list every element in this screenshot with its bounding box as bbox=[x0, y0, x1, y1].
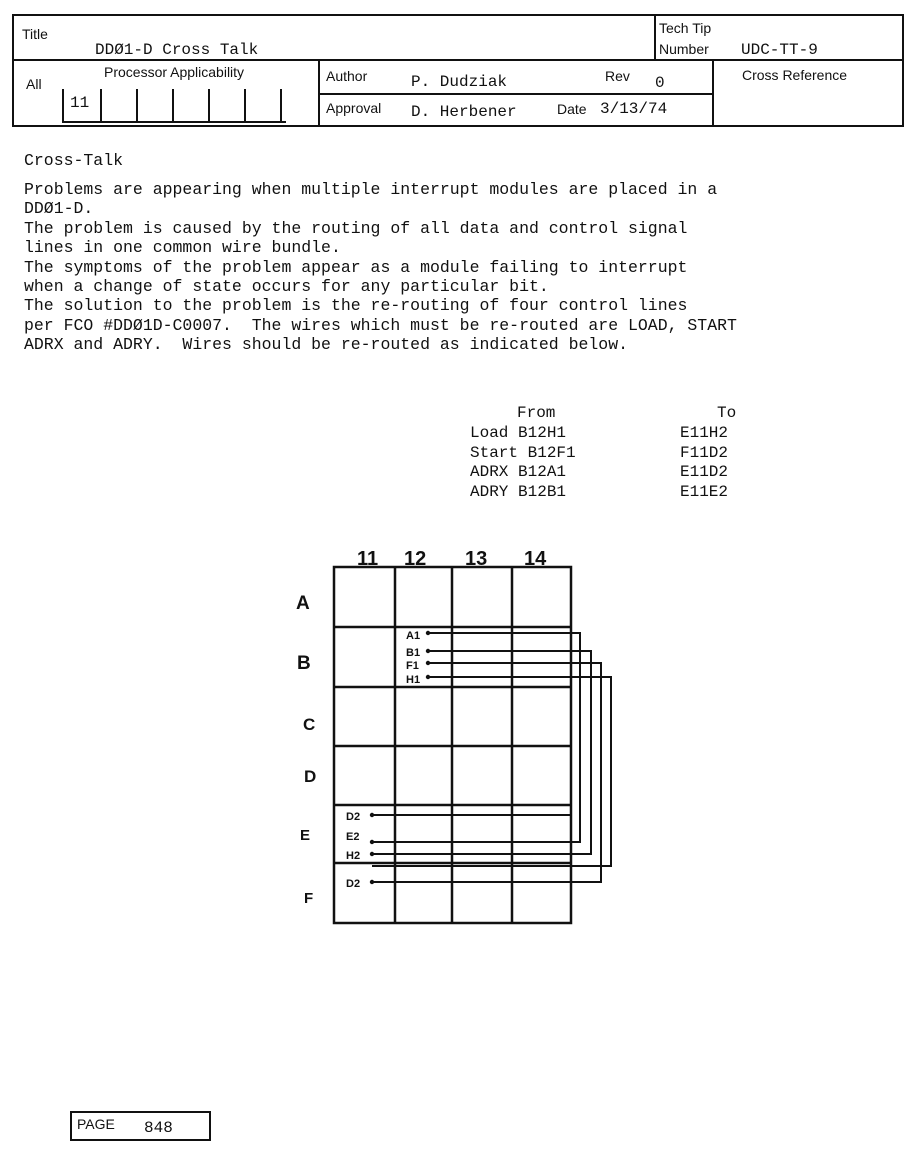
row-label: B bbox=[297, 653, 311, 674]
wire-from: Start B12F1 bbox=[470, 444, 576, 462]
wire-from: Load B12H1 bbox=[470, 424, 567, 442]
wire-from: ADRY B12B1 bbox=[470, 483, 567, 501]
wire-to: E11E2 bbox=[680, 483, 729, 501]
pin-label: F1 bbox=[406, 660, 419, 672]
approval-value: D. Herbener bbox=[411, 103, 517, 121]
wire-endpoint-dot bbox=[370, 880, 374, 884]
wire-adry bbox=[372, 651, 591, 854]
column-label: 12 bbox=[404, 548, 427, 570]
row-label: C bbox=[303, 715, 316, 734]
wire-adrx bbox=[372, 633, 580, 842]
wire-to: F11D2 bbox=[680, 444, 729, 462]
wire-endpoint-dot bbox=[370, 840, 374, 844]
pin-label: H2 bbox=[346, 850, 361, 862]
column-label: 14 bbox=[524, 548, 547, 570]
body-line: Problems are appearing when multiple interrupt modules are placed in a bbox=[24, 180, 718, 199]
body-line: per FCO #DDØ1D-C0007. The wires which must be re-routed are LOAD, START bbox=[24, 315, 737, 335]
pin-label: E2 bbox=[346, 831, 360, 843]
row-label: D bbox=[304, 767, 317, 786]
section-heading: Cross-Talk bbox=[24, 151, 124, 170]
page-label: PAGE bbox=[77, 1116, 115, 1132]
body-line: The solution to the problem is the re-routing of four control lines bbox=[24, 296, 688, 316]
wire-endpoint-dot bbox=[426, 631, 430, 635]
row-label: A bbox=[296, 593, 310, 614]
wire-endpoint-dot bbox=[426, 649, 430, 653]
applicability-value: 11 bbox=[70, 94, 90, 112]
body-line: ADRX and ADRY. Wires should be re-routed as indicated below. bbox=[24, 335, 628, 355]
page-value: 848 bbox=[144, 1119, 173, 1137]
rev-value: 0 bbox=[655, 74, 665, 92]
column-label: 13 bbox=[465, 548, 488, 570]
body-line: when a change of state occurs for any particular bit. bbox=[24, 277, 549, 297]
row-label: F bbox=[304, 890, 314, 907]
cross-reference-label: Cross Reference bbox=[742, 67, 848, 83]
pin-label: D2 bbox=[346, 811, 361, 823]
title-value: DDØ1-D Cross Talk bbox=[95, 41, 259, 59]
body-line: The problem is caused by the routing of all data and control signal bbox=[24, 218, 688, 238]
column-label: 11 bbox=[357, 548, 379, 570]
pin-label: B1 bbox=[406, 647, 421, 659]
approval-label: Approval bbox=[326, 100, 382, 116]
wire-to: E11D2 bbox=[680, 463, 729, 481]
wire-endpoint-dot bbox=[370, 852, 374, 856]
body-line: lines in one common wire bundle. bbox=[24, 238, 341, 258]
wire-e11d2 bbox=[372, 815, 571, 833]
wire-to: E11H2 bbox=[680, 424, 729, 442]
wire-table-from-header: From bbox=[517, 404, 556, 422]
wire-load bbox=[372, 677, 611, 866]
wire-endpoint-dot bbox=[370, 813, 374, 817]
number-value: UDC-TT-9 bbox=[741, 41, 818, 59]
wire-from: ADRX B12A1 bbox=[470, 463, 567, 481]
body-line: The symptoms of the problem appear as a module failing to interrupt bbox=[24, 257, 688, 277]
tech-tip-label: Tech Tip bbox=[659, 20, 712, 36]
row-label: E bbox=[300, 827, 311, 844]
pin-label: D2 bbox=[346, 878, 361, 890]
wire-table-to-header: To bbox=[717, 404, 737, 422]
all-label: All bbox=[26, 76, 42, 92]
wire-endpoint-dot bbox=[426, 661, 430, 665]
title-label: Title bbox=[22, 26, 48, 42]
pin-label: A1 bbox=[406, 630, 421, 642]
applicability-label: Processor Applicability bbox=[104, 64, 245, 80]
number-label: Number bbox=[659, 41, 709, 57]
wire-start bbox=[372, 663, 601, 882]
rev-label: Rev bbox=[605, 68, 630, 84]
date-label: Date bbox=[557, 101, 587, 117]
body-line: DDØ1-D. bbox=[24, 199, 94, 219]
author-value: P. Dudziak bbox=[411, 73, 508, 91]
wire-endpoint-dot bbox=[426, 675, 430, 679]
pin-label: H1 bbox=[406, 674, 421, 686]
date-value: 3/13/74 bbox=[600, 100, 668, 118]
author-label: Author bbox=[326, 68, 368, 84]
